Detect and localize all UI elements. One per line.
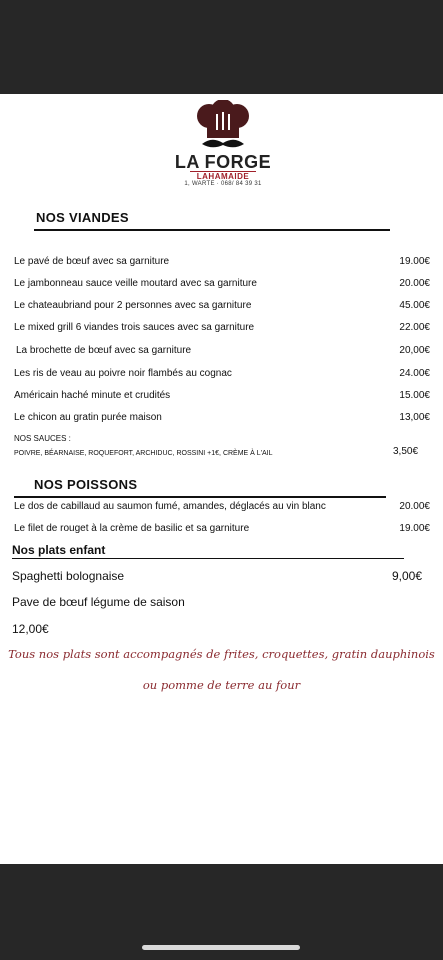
- garnish-note-continued: ou pomme de terre au four: [142, 678, 301, 692]
- menu-item-name: Le filet de rouget à la crème de basilic et sa garniture: [14, 523, 250, 534]
- section-title-enfant: Nos plats enfant: [12, 543, 106, 557]
- home-indicator[interactable]: [142, 945, 300, 950]
- menu-item: [14, 275, 430, 293]
- chef-hat-icon: [192, 100, 254, 152]
- menu-item-name: Les ris de veau au poivre noir flambés au cognac: [14, 368, 232, 379]
- menu-item-price: 24.00€: [399, 368, 430, 379]
- menu-item: [14, 319, 430, 337]
- menu-item: [14, 498, 430, 516]
- garnish-note: Tous nos plats sont accompagnés de frites, croquettes, gratin dauphinois: [8, 647, 435, 661]
- menu-item-price: 20.00€: [399, 501, 430, 512]
- menu-item: [14, 297, 430, 315]
- status-bar: [0, 0, 443, 94]
- menu-item-price: 13,00€: [399, 412, 430, 423]
- menu-item: [14, 365, 430, 383]
- sauces-list: POIVRE, BÉARNAISE, ROQUEFORT, ARCHIDUC, ROSSINI +1€, CRÈME À L'AIL: [14, 450, 273, 457]
- kids-item-price: 12,00€: [12, 622, 49, 636]
- menu-item-name: Le pavé de bœuf avec sa garniture: [14, 256, 170, 267]
- menu-item: [14, 253, 430, 271]
- kids-item-name: Spaghetti bolognaise: [12, 569, 125, 583]
- menu-item-name: La brochette de bœuf avec sa garniture: [16, 345, 192, 356]
- menu-item-price: 19.00€: [399, 523, 430, 534]
- restaurant-location: LAHAMAIDE: [190, 171, 256, 181]
- restaurant-logo: [168, 100, 278, 190]
- menu-item-price: 19.00€: [399, 256, 430, 267]
- menu-item: [14, 387, 430, 405]
- menu-item-price: 20,00€: [399, 345, 430, 356]
- section-divider: [12, 558, 404, 559]
- menu-item-price: 20.00€: [399, 278, 430, 289]
- menu-item-name: Le chicon au gratin purée maison: [14, 412, 162, 423]
- menu-item-name: Américain haché minute et crudités: [14, 390, 171, 401]
- menu-item-name: Le jambonneau sauce veille moutard avec sa garniture: [14, 278, 257, 289]
- section-title-viandes: NOS VIANDES: [36, 210, 129, 225]
- menu-item-name: Le chateaubriand pour 2 personnes avec sa garniture: [14, 300, 252, 311]
- kids-item-price: 9,00€: [392, 569, 423, 583]
- section-divider: [34, 229, 390, 231]
- menu-item-name: Le dos de cabillaud au saumon fumé, amandes, déglacés au vin blanc: [14, 501, 326, 512]
- menu-item-price: 15.00€: [399, 390, 430, 401]
- kids-item-name: Pave de bœuf légume de saison: [12, 595, 185, 609]
- sauces-price: 3,50€: [393, 446, 419, 457]
- sauces-title: NOS SAUCES :: [14, 434, 71, 443]
- restaurant-address: 1, WARTE · 068/ 84 39 31: [184, 181, 262, 187]
- menu-page: [0, 94, 443, 864]
- menu-item: [14, 409, 430, 427]
- section-title-poissons: NOS POISSONS: [34, 477, 138, 492]
- menu-item-price: 22.00€: [399, 322, 430, 333]
- menu-item-name: Le mixed grill 6 viandes trois sauces avec sa garniture: [14, 322, 255, 333]
- menu-item: [14, 520, 430, 538]
- restaurant-name: LA FORGE: [174, 152, 272, 172]
- menu-item-price: 45.00€: [399, 300, 430, 311]
- menu-item: [16, 342, 430, 360]
